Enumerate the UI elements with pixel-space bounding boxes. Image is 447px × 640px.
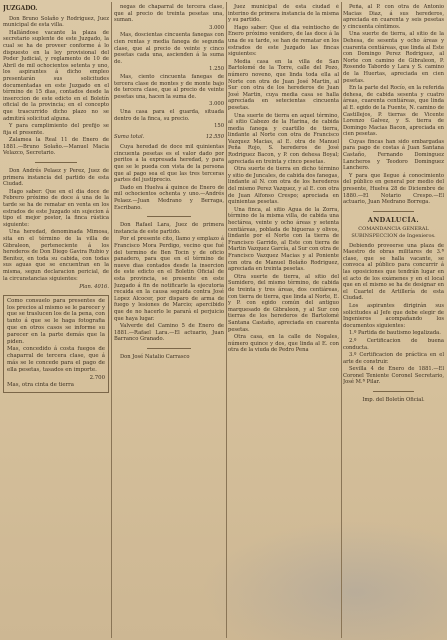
paragraph: Por el presente cito, llamo y emplazo á Francisco Mora Perdigo, vecino que fué del termino de Ben Tocin y de oficio panadero, para que en el término de nueve dias contados desde la insercion de este edicto en el Boletin Oficial de esta provincia, se presente en este Juzgado á fin de notificarle la ejecutoria recaida en la causa seguida contra José Lopez Alcocer, por disparo de arma de fuego y lesiones de Marcio; apercibido que de no hacerlo le parará el perjuicio que haya lugar. [114, 236, 224, 322]
sum-label: Suma total. [114, 133, 145, 140]
amount-line [114, 101, 224, 108]
paragraph: Don Andrés Pelaez y Perez, Juez de primera instancia del partido de esta Ciudad. [3, 168, 109, 188]
amount-value: 3.000 [209, 24, 224, 31]
paragraph: 1.º Partida de bautismo legalizada. [349, 330, 441, 337]
paragraph: Dado en Huelva á quince de Enero de mil ochocientos ochenta y uno.—Andrés Pelaez.—Juan Medrano y Berraga, Escribano. [114, 184, 224, 211]
amount-value: 150 [214, 123, 224, 130]
paragraph: Una heredad, denominada Mimosa, sita en el término de la villa de Gibraleon, perteneciente á los herederos de Don Diego Gavira Rubio y Benitez, en toda su cabida, con todas sus aguas que se encuentran en la misma, segun declaracion pericial, de la circunstancias siguientes: [3, 229, 109, 282]
section-subheading: COMANDANCIA GENERAL SUBINSPECCION de Ingenieros. [351, 226, 436, 239]
column-rule [341, 2, 342, 638]
section-heading: JUZGADO. [3, 5, 38, 12]
column-4 [343, 4, 444, 636]
paragraph: Media casa en la villa de San Bartolomé de la Torre, calle del Pozo, número noveno, que linda toda ella al Norte con otra de Juan José Martin, al Sur con otra de los herederos de Juan José Martin, cuya media casa se halla aprecíada en setecientas cincuenta pesetas. [228, 58, 339, 111]
section-heading: ANDALUCÍA. [367, 215, 420, 224]
paragraph: Valverde del Camino 5 de Enero de 1881.—Rafael Lara.—El actuario, Juan Barranco Granado. [114, 323, 224, 343]
signature: Plan. 4016. [79, 284, 109, 291]
column-rule [226, 2, 227, 638]
column-rule [111, 2, 112, 638]
paragraph: Otra suerte de tierra, al sitio del Sumidero, del mismo término, de cabida de treinta y tres áreas, dos centiáreas, con tierra de tierra, que linda al Norte, E. y P. con egido común del antiguo marquesado de Gibraleon, y al Sur con tierras de los herederos de Bartolomé Santana Castaño, apreciada en cuarenta pesetas. [228, 273, 339, 333]
printer-footer: Imp. del Boletín Oficial. [362, 397, 425, 404]
divider [373, 391, 413, 392]
paragraph: Zalamea la Real 11 de Enero de 1881.—Bruno Solaño.—Manuel Macia Velazco, Secretario. [3, 137, 109, 157]
paragraph: Y para que llegue á conocimiento del público en general por medio del presente, Huelva 28 de Diciembre de 1880.—El Notario Crespo.—El actuario, Juan Medrano Borrega. [343, 172, 444, 206]
sum-line [114, 134, 224, 141]
paragraph: Una suerte de tierra en aquel término, al sitio Cabezo de la Harina, de cabida media fanega y cuartillo de tierra, lindante al Norte con otra de Francisco Vazquez Macias, al E. otra de Manuel Peña Rojo, S. herederos de José Rodriguez Bacon, y P. con dehesa Boyal; apreciada en treinta y cinco pesetas. [228, 112, 339, 165]
sum-value: 12.550 [205, 133, 224, 140]
paragraph: Una casa para el guarda, situada dentro de la finca, su precio. [114, 108, 224, 122]
paragraph: negas de chaparral de tercera clase, que al precio de treinta pesetas una, suman. [114, 4, 224, 24]
paragraph: Mas, ciento cincuenta fanegas de tercera clase de montes y de monte bajo de tercera clase, que al precio de veinte pesetas una, hacen la suma de. [114, 73, 224, 100]
boxed-notice [3, 295, 109, 393]
paragraph: Don Bruno Solaño y Rodriguez, Juez municipal de esta villa. [3, 15, 109, 29]
paragraph: Juez municipal de esta ciudad é interino de primera instancia de la misma y su partido. [228, 4, 339, 24]
amount-line [114, 66, 224, 73]
paragraph: Hago saber: Que en el dia doce de Febrero próximo de doce á una de la tarde se ha de rematar en venta en los estrados de este Juzgado sin sujecion á tipo el mejor postor, la finca rústica siguiente: [3, 188, 109, 228]
amount-line [114, 25, 224, 32]
paragraph: Mas, otra cinta de tierra [7, 382, 74, 389]
paragraph: Mas, concedido á costa fuegos de chaparral de tercera clase, que á más se le concede para el pago de ella pesetas, tasados en importe. [7, 346, 105, 373]
divider [373, 211, 413, 212]
column-2 [114, 4, 224, 636]
divider [147, 216, 191, 217]
paragraph: Y para cumplimiento del prefijo se fija el presente. [3, 123, 109, 136]
paragraph: Una finca, al sitio Agua de la Zorra, término de la misma villa, de cabida una hectárea, veinte y ocho áreas y setenta centiáreas, poblada de higueras y olivos, lindante por el Norte con la tierra de Francisco Garrido, al Este con tierra de Martin Vazquez García, al Sur con otra de Francisco Vazquez Macias y al Poniente con otra de Manuel Bolaño Rodriguez, apreciada en treinta pesetas. [228, 206, 339, 273]
paragraph: Sevilla 4 de Enero de 1881.—El Coronel Teniente Coronel Secretario, José M.ª Pilar. [343, 366, 444, 386]
paragraph: Don José Natalio Carrasco [120, 353, 190, 360]
divider [147, 348, 191, 349]
column-1 [3, 4, 109, 636]
paragraph: Hallándose vacante la plaza de secretario suplente de este Juzgado, la cual se ha de proveer conforme á lo dispuesto en la ley provisional del Poder Judicial, y reglamento de 10 de Abril de mil ochocientos setenta y uno, los aspirantes á dicho empleo presentarán sus solicitudes documentadas en este Juzgado en el término de 15 dias, contados desde la inserccion de este edicto en el Boletín oficial de la provincia; en el concepto que trascurrido dicho plazo no se admitirá solicitud alguna. [3, 29, 109, 122]
paragraph: Los aspirantes dirigirán sus solicitudes al Jefe que debe elegir de Ingenieros acompañando los documentos siguientes: [343, 302, 444, 329]
amount-value: 1.250 [209, 66, 224, 73]
paragraph: Otra casa, en la calle de Nogales, número quince y dos, que linda al E. con otra de la viuda de Pedro Pena [228, 334, 339, 354]
column-3 [228, 4, 339, 636]
amount-value: 2.700 [89, 374, 105, 381]
amount-line [114, 123, 224, 130]
paragraph: 2.º Certificacion de buena conducta. [343, 337, 444, 351]
paragraph: Mas, doscientas cincuenta fanegas con cien rentas y media fanega de segunda clase, que al precio de veinte y cinco pesetas cada una, ascienden á la suma de. [114, 32, 224, 65]
paragraph: Peña, al P. con otra de Antonio Macias Diaz, á sus herederos, apreciada en cuarenta y seis pesetas y cincuenta céntimos. [343, 4, 444, 30]
paragraph: Hago saber: Que el dia veintiocho de Enero próximo venidero, de las doce á la una de su tarde, se han de rematar en los estrados de este Juzgado las fincas siguientes: [228, 24, 339, 58]
paragraph: Una suerte de tierra, al sitio de la Dehesa, de sesenta y ocho áreas y cuarenta centiáreas, que linda al Este con Domingo Perez Rodriguez, al Norte con camino de Gibraleon, P. Rosendo Tabordo y Lara y S. camino de la Huertas, apreciada en cien pesetas. [343, 31, 444, 84]
paragraph: 3.º Certificacion de práctica en el arte de construir. [343, 352, 444, 365]
amount-value: 3.000 [209, 101, 224, 108]
paragraph: Otra suerte de tierra en dicho término y sitio de Juncales, de cabida dos fanegas, lindante al N. con otra de los herederos del mismo Perez Vazquez, y al E. con otra de Juan Alfonso Crespo; apreciada en quinientas pesetas. [228, 166, 339, 206]
amount-line [7, 375, 105, 382]
paragraph: Don Rafael Lara, Juez de primera instancia de este partido. [114, 222, 224, 235]
divider [35, 162, 77, 163]
paragraph: Como consuelo para presentes de los precios al mismo se le parecer y que se traslucen los de la pena, con tanto á que se le haga fotografia que en otros casos se informe su parecer en la parte demás que la piden. [7, 297, 105, 345]
paragraph: En la parte del Rocío, en la referida dehesa, de cabida sesenta y cuatro áreas, cuarenta centiáreas, que linda al E. egido de la Fuente, N. camino de Castillejos, P. tierras de Vicente Lorenzo Galvez, y S. tierra de Domingo Macias Bacon, apreciada en cien pesetas. [343, 85, 444, 138]
paragraph: Cuyas fincas han sido embargadas para pago de costas á Juan Santana Castaño, Fernando Dominguez Lancheros y Teodoro Dominguez Lanchero. [343, 138, 444, 172]
paragraph: Cuya heredad de doce mil quinientas cincuenta pesetas es el valor dado por peritos a la expresada heredad, y para que se le pueda con vista de la persona que al pago sea el que las tres terceras partes del justiprecio. [114, 144, 224, 184]
paragraph: Debiendo proveerse una plaza de Maestro de obras militares de 3.ª clase, que se halla vacante, se convoca al público para concurrir á las oposiciones que tendrán lugar en el acto de los exámenes y en el local que en el mismo se ha de designar en el Cuartel de Artillería de esta Ciudad. [343, 242, 444, 302]
